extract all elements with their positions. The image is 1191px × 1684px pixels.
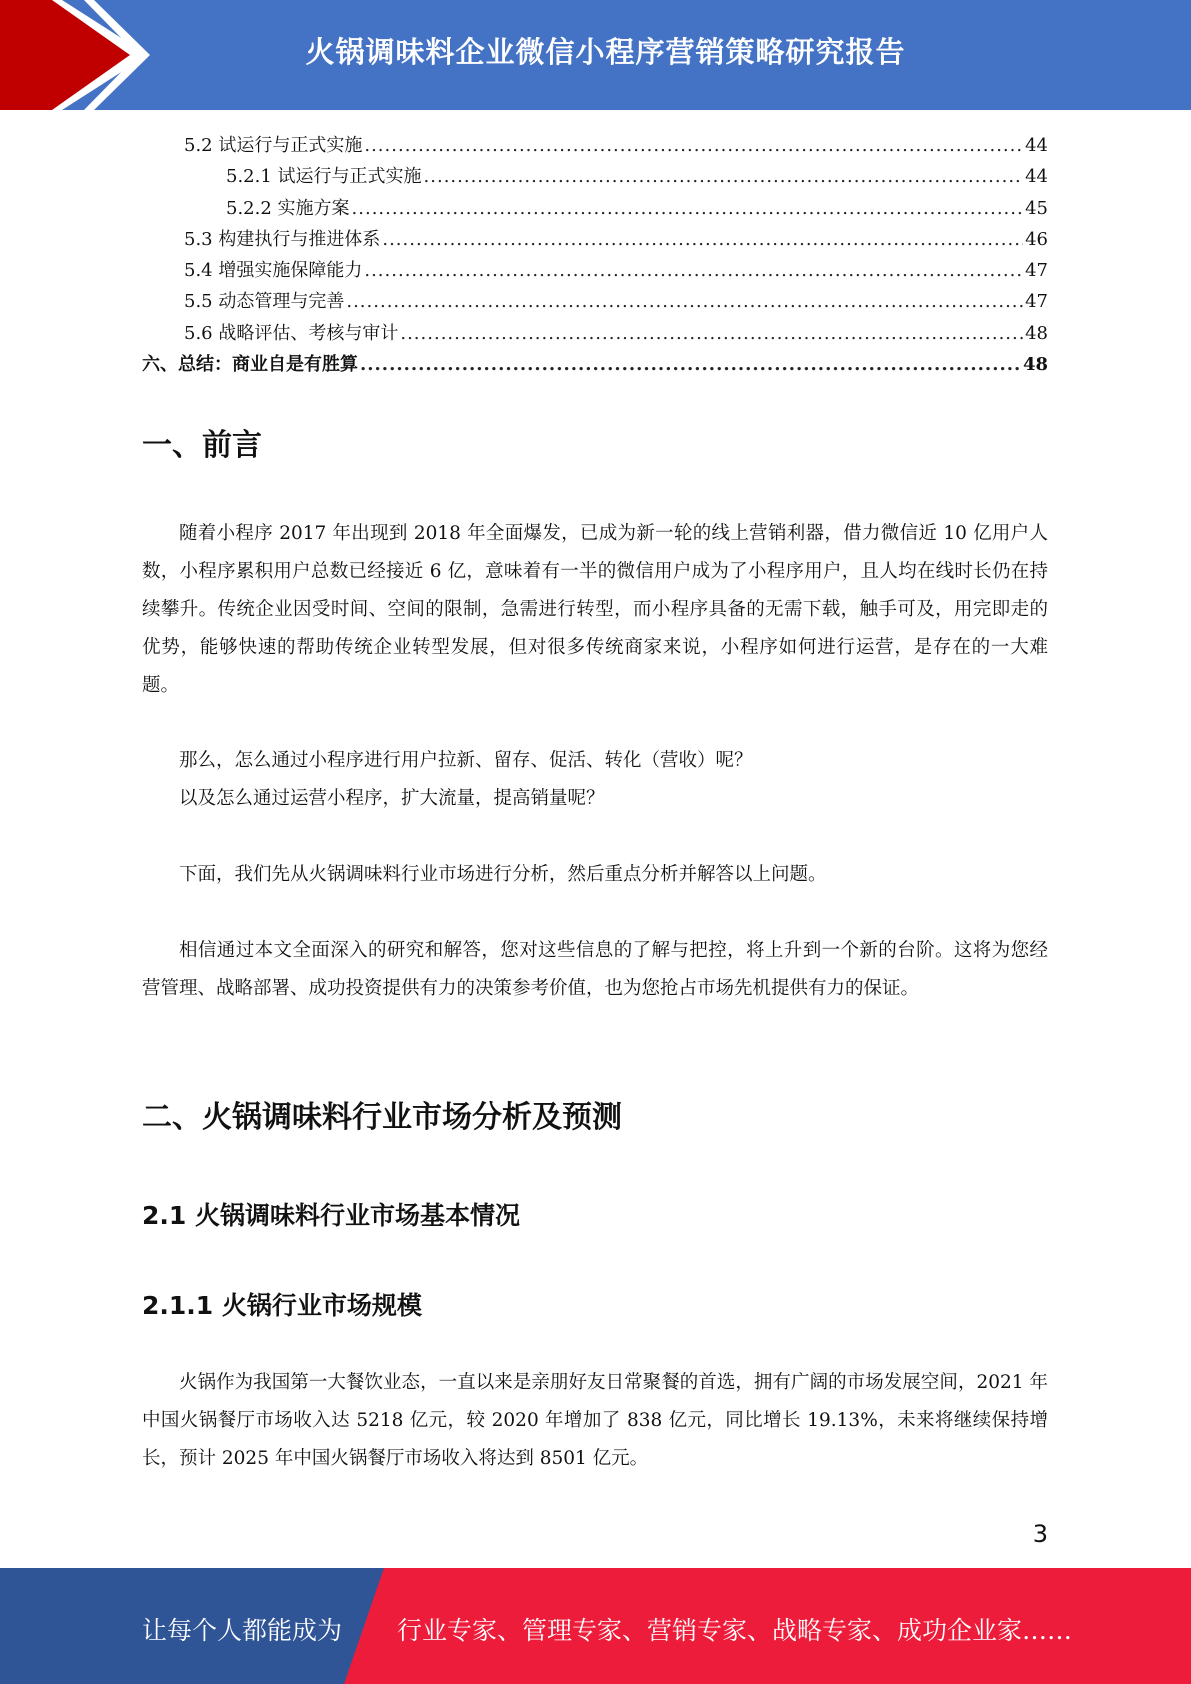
page-number: 3 [1032,1520,1048,1548]
toc-entry[interactable] [142,161,1048,192]
toc-entry[interactable] [142,130,1048,161]
toc-entry[interactable] [142,193,1048,224]
toc-leader [400,318,1023,349]
preface-heading: 一、前言 [142,428,262,463]
preface-question: 那么，怎么通过小程序进行用户拉新、留存、促活、转化（营收）呢？ [179,750,753,771]
toc-entry-title: 5.2.1 试运行与正式实施 [226,166,422,188]
toc-entry-title: 5.5 动态管理与完善 [184,291,345,313]
toc-entry-page: 44 [1025,166,1048,188]
toc-entry-title: 六、总结：商业自是有胜算 [142,354,358,376]
toc-leader [382,224,1023,255]
toc-leader [352,193,1024,224]
preface-question: 以及怎么通过运营小程序，扩大流量，提高销量呢？ [179,788,605,809]
toc-leader [346,286,1023,317]
toc-entry-page: 44 [1025,135,1048,156]
table-of-contents [142,130,1048,380]
preface-paragraph: 相信通过本文全面深入的研究和解答，您对这些信息的了解与把控，将上升到一个新的台阶。这将为您经营管理、战略部署、成功投资提供有力的决策参考价值，也为您抢占市场先机提供有力的保证。 [142,940,1048,999]
toc-entry-page: 45 [1025,197,1048,219]
toc-entry-page: 48 [1025,322,1048,344]
toc-entry-page: 48 [1022,354,1048,376]
body-paragraph: 火锅作为我国第一大餐饮业态，一直以来是亲朋好友日常聚餐的首选，拥有广阔的市场发展空间，2021 年中国火锅餐厅市场收入达 5218 亿元，较 2020 年增加了 838 亿元，同比增长 19.13%，未来将继续保持增长，预计 2025 年中国火锅餐厅市场收入将达到 8501 亿元。 [142,1372,1048,1469]
preface-paragraph: 下面，我们先从火锅调味料行业市场进行分析，然后重点分析并解答以上问题。 [179,864,827,885]
toc-entry-title: 5.2 试运行与正式实施 [184,135,363,156]
toc-entry-title: 5.4 增强实施保障能力 [184,260,363,282]
footer-slogan-left: 让每个人都能成为 [142,1616,343,1645]
toc-entry-page: 47 [1025,291,1048,313]
toc-entry[interactable] [142,286,1048,317]
toc-entry-page: 47 [1025,260,1048,282]
page-header [0,0,1191,110]
footer-slogan-right: 行业专家、管理专家、营销专家、战略专家、成功企业家…… [397,1616,1073,1645]
toc-entry-page: 46 [1025,228,1048,250]
toc-entry-title: 5.2.2 实施方案 [226,197,350,219]
toc-entry-title: 5.6 战略评估、考核与审计 [184,322,399,344]
preface-paragraph: 随着小程序 2017 年出现到 2018 年全面爆发，已成为新一轮的线上营销利器，借力微信近 10 亿用户人数，小程序累积用户总数已经接近 6 亿，意味着有一半的微信用户成为了小程序用户，且人均在线时长仍在持续攀升。传统企业因受时间、空间的限制，急需进行转型，而小程序具备的无需下载，触手可及，用完即走的优势，能够快速的帮助传统企业转型发展，但对很多传统商家来说，小程序如何进行运营，是存在的一大难题。 [142,523,1048,696]
report-title: 火锅调味料企业微信小程序营销策略研究报告 [305,35,906,69]
page-footer [0,1568,1191,1684]
toc-leader [424,161,1024,192]
toc-entry[interactable] [142,255,1048,286]
toc-leader [360,349,1021,380]
toc-entry-title: 5.3 构建执行与推进体系 [184,228,381,250]
toc-entry[interactable] [142,224,1048,255]
toc-entry[interactable] [142,318,1048,349]
subsection-heading: 2.1.1 火锅行业市场规模 [142,1291,422,1320]
chapter-heading: 二、火锅调味料行业市场分析及预测 [142,1100,622,1135]
toc-entry[interactable] [142,349,1048,380]
section-heading: 2.1 火锅调味料行业市场基本情况 [142,1201,520,1230]
toc-leader [364,130,1023,161]
toc-leader [364,255,1023,286]
